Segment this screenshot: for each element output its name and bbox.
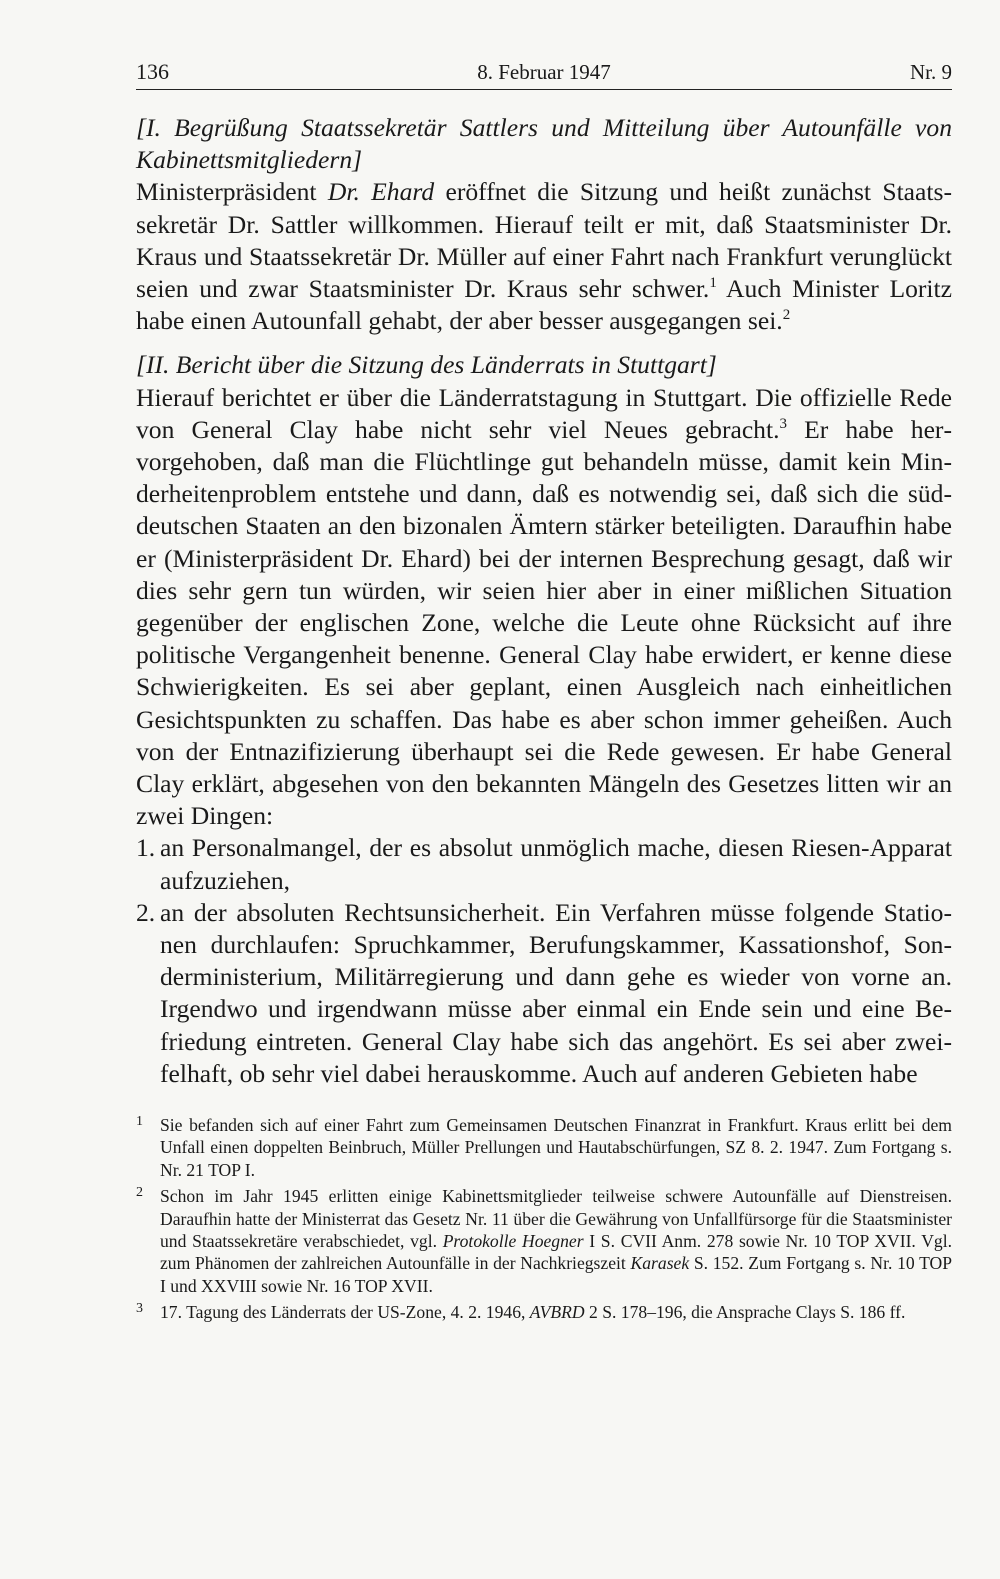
page-number: 136 bbox=[136, 59, 169, 84]
footnote-ref-1[interactable]: 1 bbox=[709, 275, 717, 292]
page bbox=[136, 55, 952, 1090]
list-item: 2. an der absoluten Rechtsunsicherheit. Ein Verfahren müsse folgende Stationen durchlaufen: Spruchkammer, Berufungskammer, Kassationshof, Sonderministerium, Militärregierung und dann gehe es wieder von vorne an. Irgendwo und irgendwann müsse aber einmal ein Ende sein und eine Befriedung eintreten. General Clay habe sich das angehört. Es sei aber zweifelhaft, ob sehr viel dabei herauskomme. Auch auf anderen Gebieten habe bbox=[136, 897, 952, 1088]
main-text bbox=[136, 112, 952, 1090]
running-head bbox=[136, 55, 952, 90]
footnote-ref-2[interactable]: 2 bbox=[782, 307, 791, 324]
enumerated-list bbox=[136, 832, 952, 1090]
list-item: 1. an Personalmangel, der es absolut unmöglich mache, diesen Riesen-Apparat aufzuziehen, bbox=[136, 833, 952, 895]
section-heading-2: [II. Bericht über die Sitzung des Länderrats in Stuttgart] bbox=[136, 350, 717, 380]
paragraph-1: Ministerpräsident Dr. Ehard eröffnet die Sitzung und heißt zunächst Staatssekretär Dr. Sattler willkommen. Hierauf teilt er mit, daß Staatsminister Dr. Kraus und Staatssekretär Dr. Müller auf einer Fahrt nach Frankfurt verunglückt seien und zwar Staatsminister Dr. Kraus sehr schwer.$^1$ Auch Minister Loritz habe einen Autounfall gehabt, der aber besser ausgegangen sei.$^2$ bbox=[136, 177, 952, 336]
paragraph-2: Hierauf berichtet er über die Länderratstagung in Stuttgart. Die offizielle Rede von General Clay habe nicht sehr viel Neues gebracht.$^3$ Er habe hervorgehoben, daß man die Flüchtlinge gut behandeln müsse, damit kein Minderheitenproblem entstehe und dann, daß es notwendig sei, daß sich die süddeutschen Staaten an den bizonalen Ämtern stärker beteiligten. Daraufhin habe er (Ministerpräsident Dr. Ehard) bei der internen Besprechung gesagt, daß wir dies sehr gern tun würden, wir seien hier aber in einer mißlichen Situation gegenüber der englischen Zone, welche die Leute ohne Rücksicht auf ihre politische Vergangenheit benenne. General Clay habe erwidert, er kenne diese Schwierigkeiten. Es sei aber geplant, einen Ausgleich nach einheitlichen Gesichtspunkten zu schaffen. Das habe es aber schon immer geheißen. Auch von der Entnazifizierung überhaupt sei die Rede gewesen. Er habe General Clay erklärt, abgesehen von den bekannten Mängeln des Gesetzes litten wir an zwei Dingen: bbox=[136, 382, 952, 831]
footnote-2: 2 Schon im Jahr 1945 erlitten einige Kabinettsmitglieder teilweise schwere Autounfälle auf Dienstreisen. Daraufhin hatte der Ministerrat das Gesetz Nr. 11 über die Gewährung von Unfallfürsorge für die Staatsminister und Staatssekretäre verabschiedet, vgl. Protokolle Hoegner I S. CVII Anm. 278 sowie Nr. 10 TOP XVII. Vgl. zum Phänomen der zahlreichen Autounfälle in der Nachkriegszeit Karasek S. 152. Zum Fortgang s. Nr. 10 TOP I und XXVIII sowie Nr. 16 TOP XVII. bbox=[136, 1185, 952, 1296]
document-number: Nr. 9 bbox=[910, 60, 952, 84]
footnote-3: 3 17. Tagung des Länderrats der US-Zone, 4. 2. 1946, AVBRD 2 S. 178–196, die Ansprache Clays S. 186 ff. bbox=[136, 1301, 906, 1323]
section-heading-1: [I. Begrüßung Staatssekretär Sattlers und Mitteilung über Autounfälle von Kabinettsmitgliedern] bbox=[136, 113, 952, 175]
running-head-date: 8. Februar 1947 bbox=[477, 60, 611, 84]
footnotes bbox=[136, 1114, 952, 1328]
footnote-1: 1 Sie befanden sich auf einer Fahrt zum Gemeinsamen Deutschen Finanzrat in Frankfurt. Kraus erlitt bei dem Unfall einen doppelten Beinbruch, Müller Prellungen und Hautabschürfungen, SZ 8. 2. 1947. Zum Fortgang s. Nr. 21 TOP I. bbox=[136, 1114, 952, 1180]
footnote-ref-3[interactable]: 3 bbox=[779, 415, 787, 432]
ehard-name: Dr. Ehard bbox=[327, 177, 435, 207]
